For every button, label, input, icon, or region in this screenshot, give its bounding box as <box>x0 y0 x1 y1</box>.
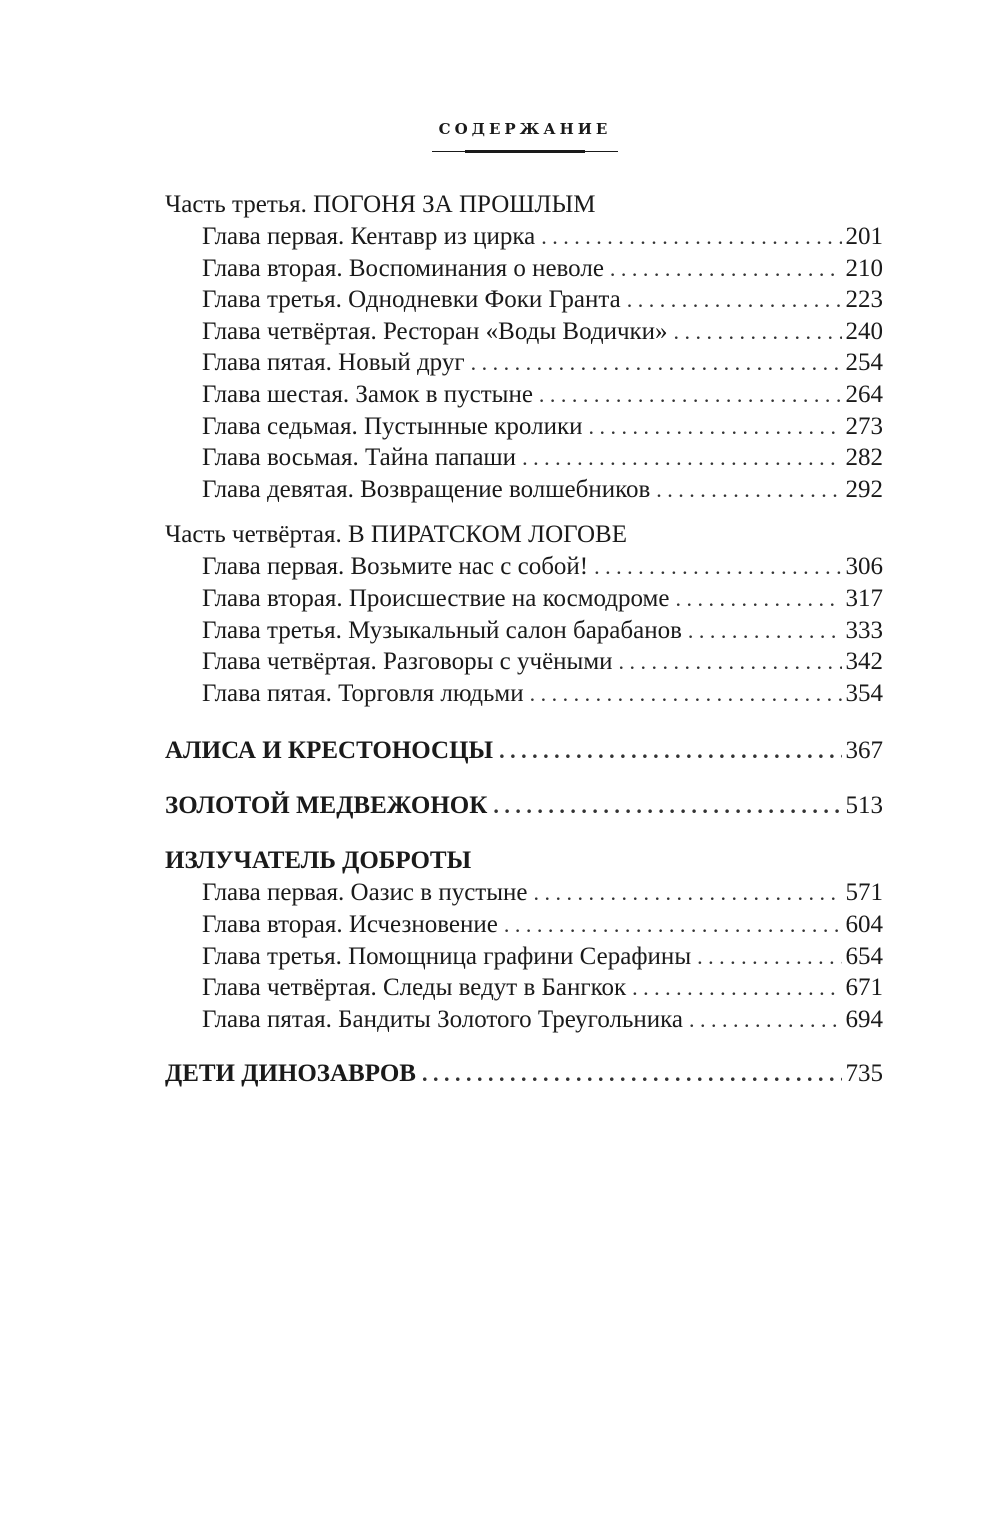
entry-page: 292 <box>845 475 883 503</box>
spacer <box>165 822 883 844</box>
entry-page: 513 <box>845 792 883 820</box>
entry-label: Глава седьмая. Пустынные кролики <box>202 412 583 440</box>
book-heading: ИЗЛУЧАТЕЛЬ ДОБРОТЫ <box>165 847 472 875</box>
entry-label: Глава пятая. Бандиты Золотого Треугольника <box>202 1005 683 1033</box>
dot-leader <box>689 1004 842 1036</box>
dot-leader <box>530 678 842 710</box>
entry-page: 240 <box>845 317 883 345</box>
entry-page: 735 <box>845 1060 883 1088</box>
entry-page: 671 <box>845 974 883 1002</box>
dot-leader <box>697 941 841 973</box>
entry-label: Глава четвёртая. Разговоры с учёными <box>202 648 613 676</box>
toc-entry[interactable] <box>165 678 883 710</box>
entry-label: Глава девятая. Возвращение волшебников <box>202 475 651 503</box>
dot-leader <box>471 347 842 379</box>
dot-leader <box>674 316 842 348</box>
entry-page: 254 <box>845 349 883 377</box>
spacer <box>165 1035 883 1057</box>
toc-entry[interactable] <box>165 221 883 253</box>
toc-entry[interactable] <box>165 347 883 379</box>
dot-leader <box>610 253 842 285</box>
entry-page: 201 <box>845 223 883 250</box>
spacer <box>165 767 883 789</box>
toc-entry[interactable] <box>165 551 883 583</box>
toc-entry[interactable] <box>165 972 883 1004</box>
entry-label: Глава четвёртая. Следы ведут в Бангкок <box>202 974 627 1002</box>
spacer <box>165 709 883 734</box>
dot-leader <box>632 972 841 1004</box>
entry-label: Глава первая. Возьмите нас с собой! <box>202 553 589 581</box>
dot-leader <box>493 789 841 822</box>
toc-book-entry[interactable] <box>165 1057 883 1090</box>
spacer <box>165 505 883 518</box>
dot-leader <box>675 583 841 615</box>
entry-label: Глава пятая. Торговля людьми <box>202 679 524 707</box>
toc-entry[interactable] <box>165 941 883 973</box>
entry-label: Глава вторая. Исчезновение <box>202 910 498 938</box>
entry-page: 354 <box>845 679 883 707</box>
entry-page: 306 <box>845 553 883 581</box>
dot-leader <box>588 411 841 443</box>
entry-page: 210 <box>845 254 883 282</box>
dot-leader <box>627 284 842 316</box>
entry-label: Глава третья. Музыкальный салон барабанов <box>202 616 682 644</box>
page-title: СОДЕРЖАНИЕ <box>438 120 612 138</box>
entry-label: Глава первая. Оазис в пустыне <box>202 879 528 907</box>
toc-entry[interactable] <box>165 646 883 678</box>
dot-leader <box>522 442 841 474</box>
toc-entry[interactable] <box>165 411 883 443</box>
entry-page: 273 <box>845 412 883 440</box>
toc-entry[interactable] <box>165 909 883 941</box>
entry-label: Глава вторая. Происшествие на космодроме <box>202 584 670 612</box>
dot-leader <box>656 474 841 506</box>
entry-page: 223 <box>845 286 883 314</box>
entry-page: 367 <box>845 737 883 765</box>
entry-label: Глава третья. Помощница графини Серафины <box>202 942 692 970</box>
book-label: ЗОЛОТОЙ МЕДВЕЖОНОК <box>165 792 488 820</box>
table-of-contents <box>165 188 883 1090</box>
toc-entry[interactable] <box>165 253 883 285</box>
entry-page: 342 <box>845 648 883 676</box>
dot-leader <box>688 615 842 647</box>
book-label: АЛИСА И КРЕСТОНОСЦЫ <box>165 737 494 765</box>
toc-entry[interactable] <box>165 379 883 411</box>
toc-entry[interactable] <box>165 442 883 474</box>
entry-label: Глава восьмая. Тайна папаши <box>202 444 517 472</box>
entry-page: 282 <box>845 444 883 472</box>
dot-leader <box>594 551 841 583</box>
part-three-title: Часть третья. ПОГОНЯ ЗА ПРОШЛЫМ <box>165 191 596 218</box>
entry-label: Глава первая. Кентавр из цирка <box>202 223 536 250</box>
toc-entry[interactable] <box>165 583 883 615</box>
entry-label: Глава третья. Однодневки Фоки Гранта <box>202 286 621 314</box>
toc-entry[interactable] <box>165 877 883 909</box>
dot-leader <box>499 734 841 767</box>
entry-page: 604 <box>845 910 883 938</box>
book-label: ДЕТИ ДИНОЗАВРОВ <box>165 1060 416 1088</box>
dot-leader <box>422 1057 842 1090</box>
toc-book-entry[interactable] <box>165 734 883 767</box>
toc-entry[interactable] <box>165 1004 883 1036</box>
dot-leader <box>504 909 842 941</box>
toc-book-entry[interactable] <box>165 789 883 822</box>
toc-entry[interactable] <box>165 284 883 316</box>
toc-entry[interactable] <box>165 615 883 647</box>
part-four-title: Часть четвёртая. В ПИРАТСКОМ ЛОГОВЕ <box>165 521 627 549</box>
toc-entry[interactable] <box>165 316 883 348</box>
heading-rule-accent <box>465 150 585 153</box>
entry-page: 694 <box>845 1005 883 1033</box>
entry-label: Глава четвёртая. Ресторан «Воды Водички» <box>202 317 668 345</box>
dot-leader <box>539 379 842 411</box>
entry-label: Глава пятая. Новый друг <box>202 349 465 377</box>
entry-page: 654 <box>845 942 883 970</box>
entry-page: 571 <box>845 879 883 907</box>
dot-leader <box>534 877 842 909</box>
entry-page: 264 <box>845 380 883 408</box>
entry-page: 317 <box>845 584 883 612</box>
toc-entry[interactable] <box>165 474 883 506</box>
entry-page: 333 <box>845 616 883 644</box>
dot-leader <box>619 646 842 678</box>
entry-label: Глава шестая. Замок в пустыне <box>202 380 533 408</box>
dot-leader <box>541 221 841 253</box>
entry-label: Глава вторая. Воспоминания о неволе <box>202 254 604 282</box>
